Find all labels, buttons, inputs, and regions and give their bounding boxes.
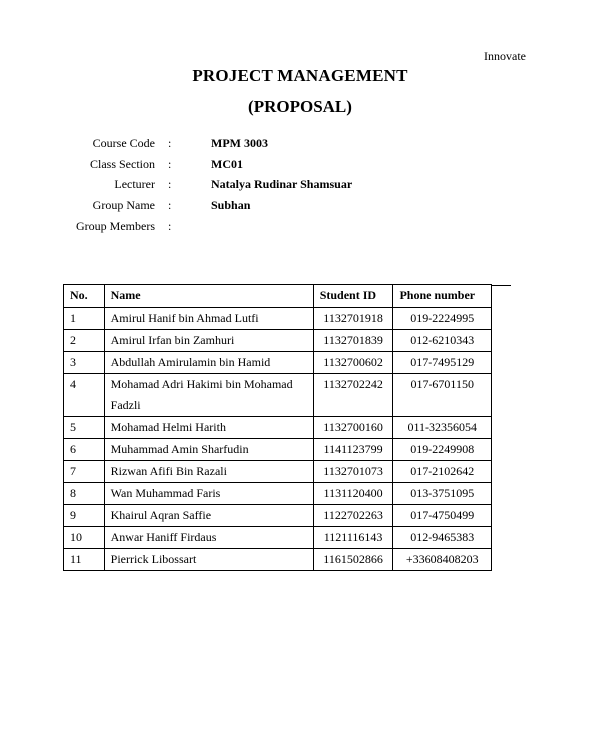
cell-student-id: 1132700602 [313, 352, 393, 374]
info-label: Group Name [92, 198, 155, 213]
cell-student-id: 1161502866 [313, 549, 393, 571]
cell-phone: 017-6701150 [393, 374, 492, 417]
cell-no: 4 [64, 374, 105, 417]
cell-name: Mohamad Helmi Harith [104, 417, 313, 439]
info-colon: : [168, 218, 172, 233]
column-header-no: No. [64, 285, 105, 308]
members-table [63, 284, 492, 571]
info-label: Class Section [90, 156, 155, 171]
table-body [64, 308, 492, 571]
table-row [64, 417, 492, 439]
info-row-course-code [0, 136, 600, 157]
cell-no: 6 [64, 439, 105, 461]
cell-name: Abdullah Amirulamin bin Hamid [104, 352, 313, 374]
cell-phone: 019-2224995 [393, 308, 492, 330]
info-colon: : [168, 156, 172, 171]
cell-phone: +33608408203 [393, 549, 492, 571]
table-row [64, 308, 492, 330]
header-right-text: Innovate [484, 49, 526, 63]
info-colon: : [168, 136, 172, 150]
column-header-name: Name [104, 285, 313, 308]
table-row [64, 505, 492, 527]
info-label: Lecturer [114, 177, 155, 192]
info-value: MPM 3003 [211, 136, 268, 150]
info-block [0, 136, 600, 239]
cell-no: 2 [64, 330, 105, 352]
table-row [64, 352, 492, 374]
cell-name: Khairul Aqran Saffie [104, 505, 313, 527]
info-row-class-section [0, 157, 600, 178]
cell-name: Muhammad Amin Sharfudin [104, 439, 313, 461]
table-row [64, 374, 492, 417]
table-row [64, 461, 492, 483]
info-value: MC01 [211, 156, 243, 171]
cell-phone: 017-4750499 [393, 505, 492, 527]
cell-no: 10 [64, 527, 105, 549]
cell-name: Pierrick Libossart [104, 549, 313, 571]
info-colon: : [168, 198, 172, 213]
cell-no: 9 [64, 505, 105, 527]
cell-student-id: 1131120400 [313, 483, 393, 505]
cell-name: Amirul Hanif bin Ahmad Lutfi [104, 308, 313, 330]
info-row-lecturer [0, 177, 600, 198]
cell-name: Amirul Irfan bin Zamhuri [104, 330, 313, 352]
column-header-student-id: Student ID [313, 285, 393, 308]
cell-student-id: 1121116143 [313, 527, 393, 549]
cell-no: 1 [64, 308, 105, 330]
cell-phone: 017-7495129 [393, 352, 492, 374]
info-label: Group Members [76, 218, 155, 233]
column-header-phone: Phone number [393, 285, 492, 308]
info-row-group-name [0, 198, 600, 219]
cell-student-id: 1132701839 [313, 330, 393, 352]
info-row-group-members [0, 219, 600, 240]
cell-name: Wan Muhammad Faris [104, 483, 313, 505]
cell-student-id: 1141123799 [313, 439, 393, 461]
cell-name: Anwar Haniff Firdaus [104, 527, 313, 549]
cell-student-id: 1132701918 [313, 308, 393, 330]
table-row [64, 439, 492, 461]
cell-student-id: 1132701073 [313, 461, 393, 483]
cell-phone: 012-9465383 [393, 527, 492, 549]
cell-phone: 012-6210343 [393, 330, 492, 352]
document-subtitle: (PROPOSAL) [248, 97, 352, 116]
info-label: Course Code [92, 136, 155, 150]
cell-student-id: 1122702263 [313, 505, 393, 527]
cell-no: 8 [64, 483, 105, 505]
cell-phone: 013-3751095 [393, 483, 492, 505]
cell-no: 3 [64, 352, 105, 374]
table-row [64, 527, 492, 549]
table-row [64, 483, 492, 505]
info-value: Natalya Rudinar Shamsuar [211, 177, 353, 192]
cell-name: Rizwan Afifi Bin Razali [104, 461, 313, 483]
table-row [64, 330, 492, 352]
cell-student-id: 1132700160 [313, 417, 393, 439]
cell-name: Mohamad Adri Hakimi bin Mohamad Fadzli [104, 374, 313, 417]
info-value: Subhan [211, 198, 251, 213]
table-header-row [64, 285, 492, 308]
table-row [64, 549, 492, 571]
cell-no: 7 [64, 461, 105, 483]
cell-phone: 019-2249908 [393, 439, 492, 461]
info-colon: : [168, 177, 172, 192]
cell-phone: 011-32356054 [393, 417, 492, 439]
cell-student-id: 1132702242 [313, 374, 393, 417]
cell-no: 11 [64, 549, 105, 571]
cell-phone: 017-2102642 [393, 461, 492, 483]
table-top-rule [491, 285, 511, 286]
cell-no: 5 [64, 417, 105, 439]
document-title: PROJECT MANAGEMENT [192, 66, 408, 85]
